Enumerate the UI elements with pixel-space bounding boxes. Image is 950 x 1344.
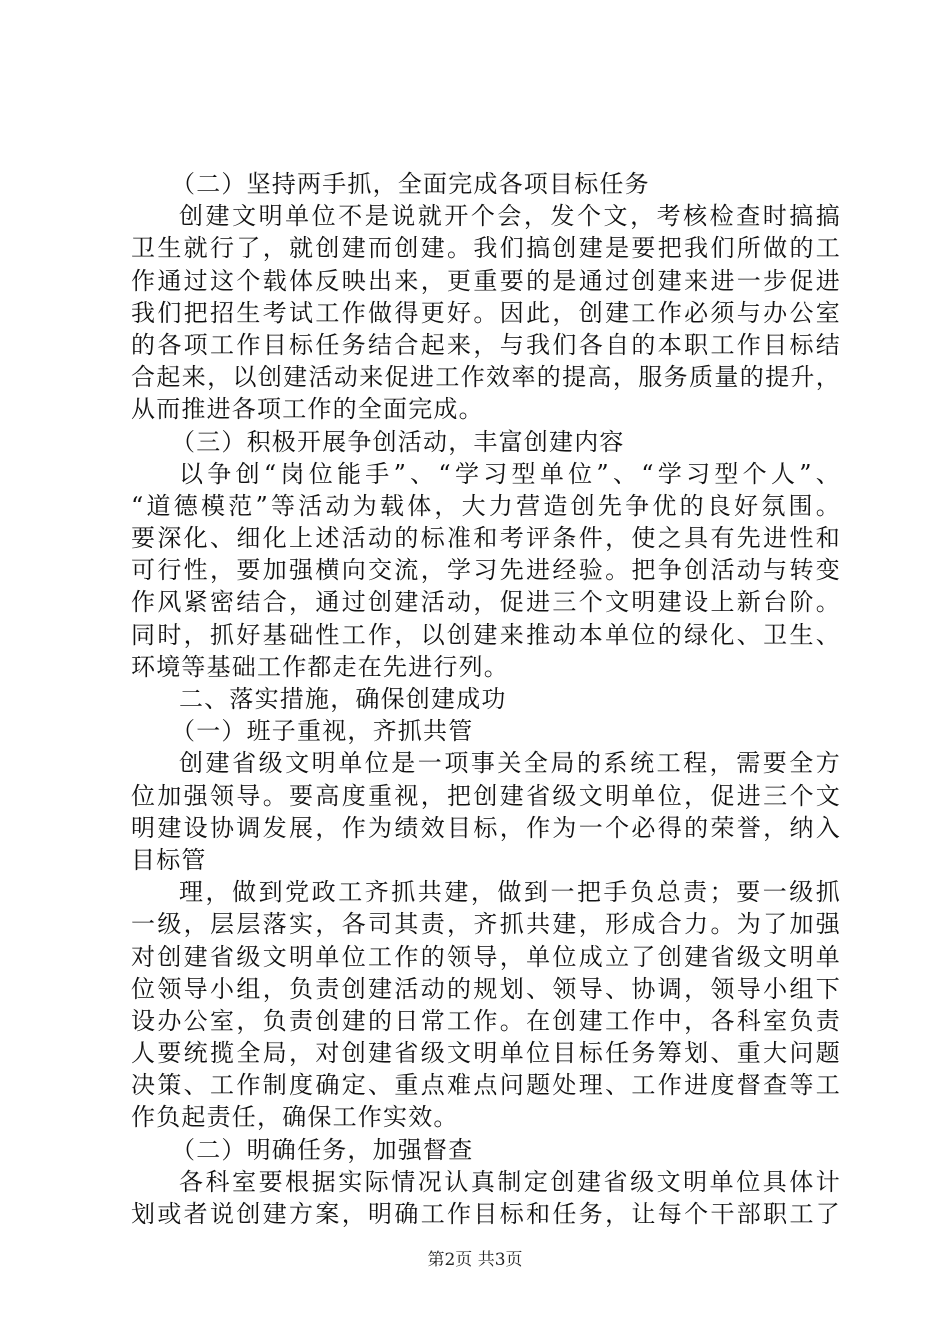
text-line: 以争创“岗位能手”、“学习型单位”、“学习型个人”、 (179, 459, 841, 488)
text-line: 位领导小组，负责创建活动的规划、领导、协调，领导小组下 (131, 974, 841, 1003)
text-line: 一级，层层落实，各司其责，齐抓共建，形成合力。为了加强 (131, 910, 841, 939)
subheading: （一）班子重视，齐抓共管 (171, 717, 474, 746)
text-line: 同时，抓好基础性工作，以创建来推动本单位的绿化、卫生、 (131, 620, 841, 649)
text-line: 从而推进各项工作的全面完成。 (131, 395, 484, 424)
text-line: 人要统揽全局，对创建省级文明单位目标任务筹划、重大问题 (131, 1039, 841, 1068)
text-line: 对创建省级文明单位工作的领导，单位成立了创建省级文明单 (131, 942, 841, 971)
text-line: 目标管 (131, 845, 207, 874)
document-body (131, 168, 841, 1230)
text-line: 设办公室，负责创建的日常工作。在创建工作中，各科室负责 (131, 1006, 841, 1035)
text-line: 的各项工作目标任务结合起来，与我们各自的本职工作目标结 (131, 330, 841, 359)
page-number: 第2页 共3页 (427, 1250, 523, 1270)
text-line: 环境等基础工作都走在先进行列。 (131, 652, 509, 681)
text-line: 可行性，要加强横向交流，学习先进经验。把争创活动与转变 (131, 556, 841, 585)
text-line: 决策、工作制度确定、重点难点问题处理、工作进度督查等工 (131, 1071, 841, 1100)
text-line: 作通过这个载体反映出来，更重要的是通过创建来进一步促进 (131, 266, 841, 295)
text-line: 合起来，以创建活动来促进工作效率的提高，服务质量的提升， (131, 363, 841, 392)
text-line: 划或者说创建方案，明确工作目标和任务，让每个干部职工了 (131, 1200, 841, 1228)
text-line: 位加强领导。要高度重视，把创建省级文明单位，促进三个文 (131, 781, 841, 810)
text-line: 各科室要根据实际情况认真制定创建省级文明单位具体计 (179, 1167, 841, 1196)
subheading: （二）明确任务，加强督查 (171, 1135, 474, 1164)
text-line: 创建省级文明单位是一项事关全局的系统工程，需要全方 (179, 749, 841, 778)
text-line: 我们把招生考试工作做得更好。因此，创建工作必须与办公室 (131, 298, 841, 327)
text-line: 理，做到党政工齐抓共建，做到一把手负总责；要一级抓 (179, 878, 841, 907)
text-line: 明建设协调发展，作为绩效目标，作为一个必得的荣誉，纳入 (131, 813, 841, 842)
subheading: （二）坚持两手抓，全面完成各项目标任务 (171, 170, 650, 198)
text-line: 作风紧密结合，通过创建活动，促进三个文明建设上新台阶。 (131, 588, 841, 617)
text-line: 作负起责任，确保工作实效。 (131, 1103, 459, 1132)
text-line: 卫生就行了，就创建而创建。我们搞创建是要把我们所做的工 (131, 234, 841, 263)
text-line: 创建文明单位不是说就开个会，发个文，考核检查时搞搞 (179, 202, 841, 231)
section-heading: 二、落实措施，确保创建成功 (179, 685, 507, 713)
subheading: （三）积极开展争创活动，丰富创建内容 (171, 427, 625, 456)
text-line: “道德模范”等活动为载体，大力营造创先争优的良好氛围。 (131, 491, 841, 520)
text-line: 要深化、细化上述活动的标准和考评条件，使之具有先进性和 (131, 524, 841, 553)
